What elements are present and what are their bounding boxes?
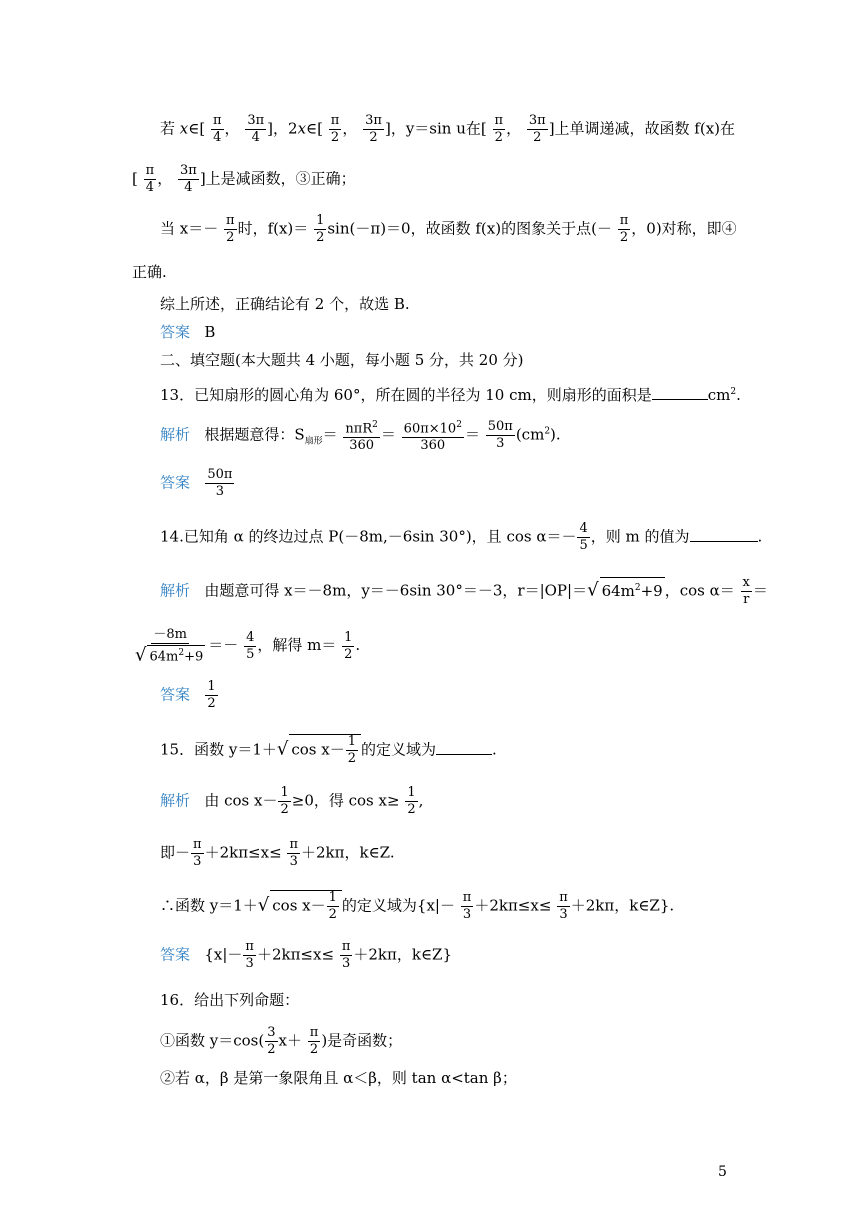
solution-15-cont: 即－ $\frac{\pi}{3}$ ＋2kπ≤x≤ $\frac{\pi}{3}$ ＋2kπ，k∈Z. <box>160 837 395 869</box>
solution-14-cont: $\frac{-8m}{√ 64m^2+9}$ ＝－ $\frac{4}{5}$ ，解得 m＝ $\frac{1}{2}$ . <box>135 627 361 666</box>
answer-15: 答案 {x|－ $\frac{\pi}{3}$ ＋2kπ≤x≤ $\frac{\pi}{3}$ ＋2kπ，k∈Z} <box>160 939 453 971</box>
solution-label: 解析 <box>160 425 191 444</box>
question-16: 16．给出下列命题： <box>160 991 300 1009</box>
solution-line: 正确. <box>132 263 167 281</box>
answer-label: 答案 <box>160 945 191 964</box>
answer-line: 答案 B <box>160 323 216 341</box>
page-number: 5 <box>718 1164 727 1180</box>
solution-13: 解析 根据题意得：$S_{扇形}=$ $\frac{n\pi R^2}{360}$ ＝ $\frac{60\pi\times 10^2}{360}$ ＝ $\frac{50\pi}{3}$ $(cm^2)$. <box>160 419 561 454</box>
answer-label: 答案 <box>160 473 191 492</box>
answer-label: 答案 <box>160 323 191 341</box>
answer-label: 答案 <box>160 685 191 704</box>
summary-line: 综上所述，正确结论有 2 个，故选 B. <box>160 295 410 313</box>
solution-14: 解析 由题意可得 x＝－8m，y＝－6sin 30°＝－3，r＝|OP|＝√ $64m^2+9$ ，cos α＝ $\frac{x}{r}$ ＝ <box>160 575 768 607</box>
solution-line: 当 x＝－ $\frac{\pi}{2}$ 时，f(x)＝ $\frac{1}{2}$ sin(－π)＝0，故函数 f(x)的图象关于点(－ $\frac{\pi}{2}$ ，0)对称，即④ <box>160 213 737 245</box>
solution-line: 若 x∈[ $\frac{\pi}{4}$ ， $\frac{3\pi}{4}$ ]，2x∈[ $\frac{\pi}{2}$ ， $\frac{3\pi}{2}$ ]，y＝sin u在[ $\frac{\pi}{2}$ ， $\frac{3\pi}{2}$ ]上单调递减，故函数 f(x)在 <box>160 113 736 145</box>
section-heading: 二、填空题(本大题共 4 小题，每小题 5 分，共 20 分) <box>160 351 524 369</box>
answer-14: 答案 $\frac{1}{2}$ <box>160 679 216 711</box>
solution-label: 解析 <box>160 581 191 600</box>
solution-15-conclusion: ∴函数 y＝1＋√ cos x－ $\frac{1}{2}$ 的定义域为{x|－ $\frac{\pi}{3}$ ＋2kπ≤x≤ $\frac{\pi}{3}$ ＋2kπ，k∈Z}. <box>160 890 675 922</box>
question-16-item-2: ②若 α，β 是第一象限角且 α＜β，则 tan α<tan β； <box>160 1069 517 1087</box>
solution-line: [ $\frac{\pi}{4}$ ， $\frac{3\pi}{4}$ ]上是减函数，③正确； <box>132 163 356 195</box>
question-15: 15．函数 y＝1＋√ cos x－ $\frac{1}{2}$ 的定义域为 . <box>160 734 497 766</box>
question-14: 14.已知角 α 的终边过点 P(－8m,－6sin 30°)，且 cos α＝－ $\frac{4}{5}$ ，则 m 的值为 . <box>160 521 763 553</box>
solution-15: 解析 由 cos x－ $\frac{1}{2}$ ≥0，得 cos x≥ $\frac{1}{2}$ , <box>160 785 424 817</box>
answer-13: 答案 $\frac{50\pi}{3}$ <box>160 467 233 499</box>
question-16-item-1: ①函数 y＝cos( $\frac{3}{2}$ x＋ $\frac{\pi}{2}$ )是奇函数； <box>160 1025 403 1057</box>
solution-label: 解析 <box>160 791 191 810</box>
question-13: 13．已知扇形的圆心角为 60°，所在圆的半径为 10 cm，则扇形的面积是 $cm^2$. <box>160 386 741 404</box>
